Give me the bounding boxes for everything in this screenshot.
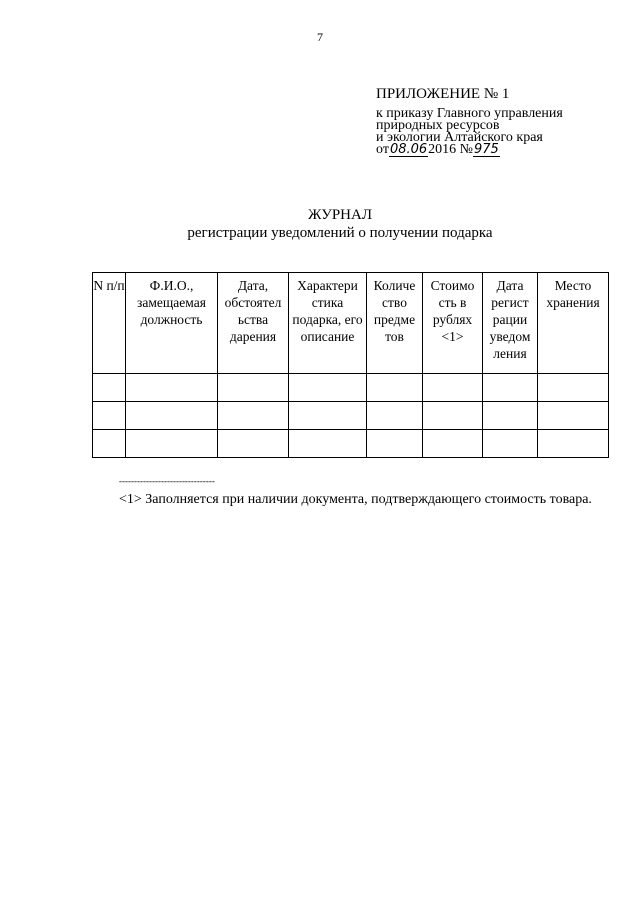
footnote-text: <1> Заполняется при наличии документа, подтверждающего стоимость товара. — [119, 492, 592, 507]
column-header: Дата регист рации уведом ления — [483, 273, 538, 374]
table-cell — [423, 402, 483, 430]
table-cell — [367, 374, 423, 402]
table-cell — [126, 402, 218, 430]
table-cell — [93, 374, 126, 402]
table-row — [93, 430, 609, 458]
table-cell — [367, 402, 423, 430]
table-cell — [218, 402, 289, 430]
table-cell — [93, 402, 126, 430]
handwritten-date: 08.06 — [389, 142, 428, 157]
table-cell — [423, 374, 483, 402]
table-cell — [483, 402, 538, 430]
table-cell — [538, 430, 609, 458]
table-row — [93, 402, 609, 430]
table-cell — [126, 430, 218, 458]
column-header: N п/п — [93, 273, 126, 374]
column-header: Ф.И.О., замещаемая должность — [126, 273, 218, 374]
column-header: Стоимо сть в рублях <1> — [423, 273, 483, 374]
appendix-title: ПРИЛОЖЕНИЕ № 1 — [376, 86, 510, 102]
table-header-row — [93, 273, 609, 374]
column-header: Дата, обстоятел ьства дарения — [218, 273, 289, 374]
column-header: Характери стика подарка, его описание — [289, 273, 367, 374]
date-prefix: от — [376, 142, 389, 157]
handwritten-order-number: 975 — [474, 142, 499, 157]
table-cell — [367, 430, 423, 458]
date-year: 2016 № — [428, 142, 474, 157]
appendix-order-line-2: природных ресурсов — [376, 118, 500, 133]
table-cell — [93, 430, 126, 458]
table-cell — [423, 430, 483, 458]
column-header: Место хранения — [538, 273, 609, 374]
journal-title: ЖУРНАЛ — [307, 207, 373, 223]
appendix-order-line-3: и экологии Алтайского края — [376, 130, 543, 145]
table-cell — [289, 374, 367, 402]
table-row — [93, 374, 609, 402]
column-header: Количе ство предме тов — [367, 273, 423, 374]
table-cell — [538, 374, 609, 402]
table-cell — [218, 430, 289, 458]
table-cell — [126, 374, 218, 402]
table-cell — [289, 402, 367, 430]
table-cell — [483, 374, 538, 402]
table-cell — [289, 430, 367, 458]
appendix-order-line-1: к приказу Главного управления — [376, 106, 563, 121]
table-cell — [538, 402, 609, 430]
journal-subtitle: регистрации уведомлений о получении подарка — [187, 225, 493, 241]
page-number: 7 — [317, 30, 323, 44]
table-cell — [218, 374, 289, 402]
table-cell — [483, 430, 538, 458]
registration-table — [92, 272, 609, 458]
appendix-date-line — [376, 144, 626, 157]
footnote-separator: -------------------------------- — [119, 476, 215, 486]
appendix-block — [376, 85, 626, 157]
